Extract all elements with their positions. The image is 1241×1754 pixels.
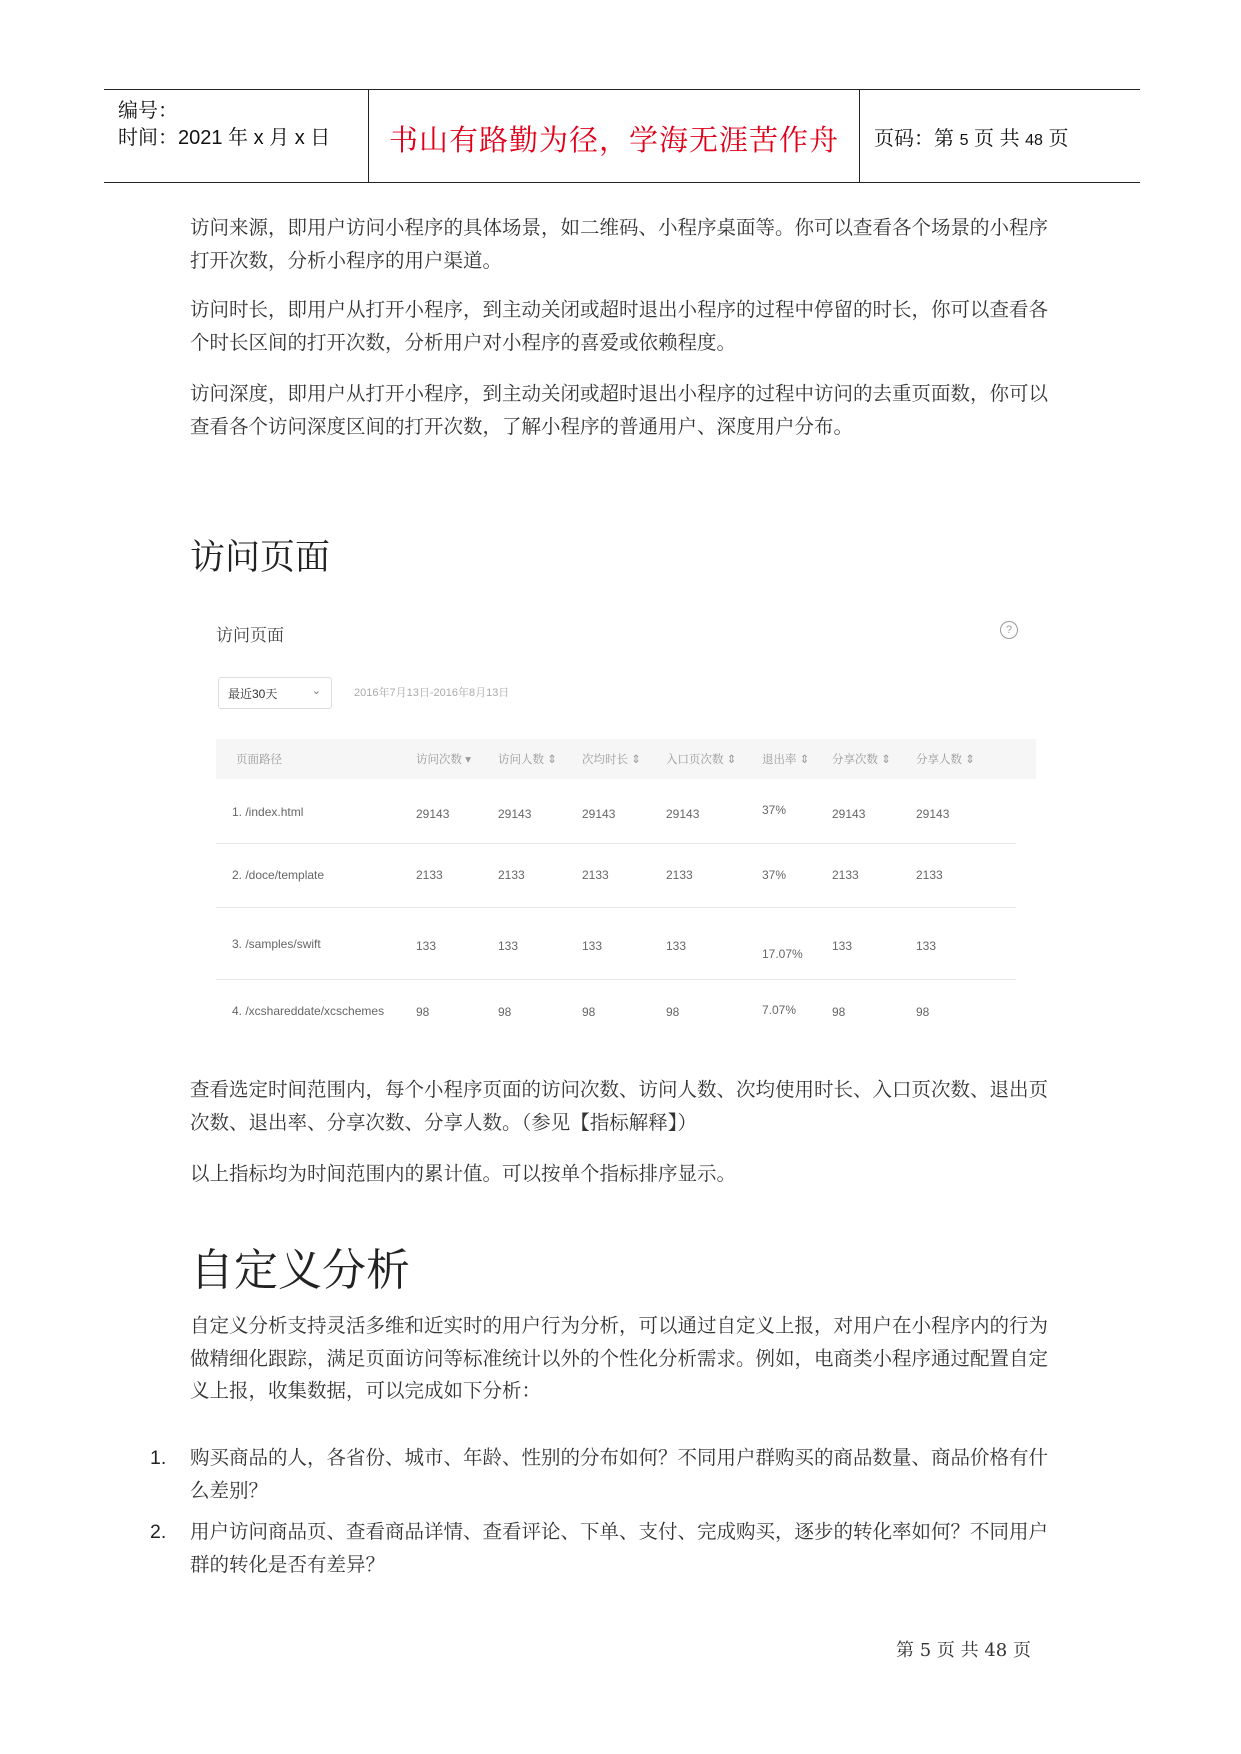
motto: 书山有路勤为径，学海无涯苦作舟 xyxy=(388,123,839,157)
cell: 7.07% xyxy=(762,1003,797,1017)
table-row xyxy=(216,779,1016,844)
table-row xyxy=(216,843,1016,908)
paragraph-cumulative: 以上指标均为时间范围内的累计值。可以按单个指标排序显示。 xyxy=(190,1162,737,1185)
cell: 133 xyxy=(416,939,437,953)
cell: 2133 xyxy=(498,868,525,882)
cell-path[interactable]: 3. /samples/swift xyxy=(232,937,321,951)
list-text: 购买商品的人，各省份、城市、年龄、性别的分布如何？不同用户群购买的商品数量、商品价格有什么差别？ xyxy=(190,1446,1049,1502)
cell: 98 xyxy=(666,1005,680,1019)
cell: 133 xyxy=(582,939,603,953)
paragraph-metrics: 查看选定时间范围内，每个小程序页面的访问次数、访问人数、次均使用时长、入口页次数、退出页次数、退出率、分享次数、分享人数。（参见【指标解释】） xyxy=(190,1078,1049,1134)
cell: 133 xyxy=(916,939,937,953)
serial-label: 编号： xyxy=(118,100,178,122)
cell: 29143 xyxy=(832,807,866,821)
cell: 29143 xyxy=(666,807,700,821)
cell: 2133 xyxy=(416,868,443,882)
cell: 37% xyxy=(762,803,787,817)
page-visits-panel xyxy=(198,607,1036,1049)
page-indicator: 页码：第 5 页 共 48 页 xyxy=(874,128,1069,150)
table-header xyxy=(216,739,1036,779)
panel-title: 访问页面 xyxy=(216,626,284,645)
header-meta-cell xyxy=(104,90,369,182)
cell: 133 xyxy=(498,939,519,953)
list-text: 用户访问商品页、查看商品详情、查看评论、下单、支付、完成购买，逐步的转化率如何？不同用户群的转化是否有差异？ xyxy=(190,1520,1049,1576)
section-heading-custom: 自定义分析 xyxy=(190,1245,410,1296)
cell: 29143 xyxy=(582,807,616,821)
col-visits[interactable]: 访问次数 ▾ xyxy=(416,754,471,766)
cell-path[interactable]: 2. /doce/template xyxy=(232,868,325,882)
cell: 133 xyxy=(666,939,687,953)
header-page-cell xyxy=(860,90,1140,182)
cell: 98 xyxy=(916,1005,930,1019)
col-sharers[interactable]: 分享人数 ⇕ xyxy=(916,754,975,766)
paragraph-duration: 访问时长，即用户从打开小程序，到主动关闭或超时退出小程序的过程中停留的时长，你可以查看各个时长区间的打开次数，分析用户对小程序的喜爱或依赖程度。 xyxy=(190,298,1049,354)
date-range-value: 最近30天 xyxy=(228,687,278,701)
cell: 98 xyxy=(832,1005,846,1019)
table-row xyxy=(216,909,1016,980)
cell: 2133 xyxy=(666,868,693,882)
cell: 98 xyxy=(498,1005,512,1019)
cell: 2133 xyxy=(582,868,609,882)
section-heading-pages: 访问页面 xyxy=(190,538,331,578)
cell-path[interactable]: 4. /xcshareddate/xcschemes xyxy=(232,1004,385,1018)
cell: 2133 xyxy=(832,868,859,882)
cell: 17.07% xyxy=(762,947,803,961)
list-item xyxy=(150,1516,1060,1590)
cell-path[interactable]: 1. /index.html xyxy=(232,805,304,819)
cell: 2133 xyxy=(916,868,943,882)
cell: 29143 xyxy=(916,807,950,821)
help-icon[interactable]: ? xyxy=(1000,621,1018,639)
col-avg-duration[interactable]: 次均时长 ⇕ xyxy=(582,754,641,766)
cell: 98 xyxy=(582,1005,596,1019)
col-path: 页面路径 xyxy=(236,754,282,766)
col-visitors[interactable]: 访问人数 ⇕ xyxy=(498,754,557,766)
page-footer: 第 5 页 共 48 页 xyxy=(896,1640,1031,1661)
cell: 37% xyxy=(762,868,787,882)
header-motto-cell xyxy=(369,90,860,182)
time-label: 时间：2021 年 x 月 x 日 xyxy=(118,127,331,149)
list-item xyxy=(150,1442,1060,1516)
cell: 133 xyxy=(832,939,853,953)
page-header xyxy=(104,89,1140,183)
paragraph-source: 访问来源，即用户访问小程序的具体场景，如二维码、小程序桌面等。你可以查看各个场景的小程序打开次数，分析小程序的用户渠道。 xyxy=(190,216,1049,272)
paragraph-depth: 访问深度，即用户从打开小程序，到主动关闭或超时退出小程序的过程中访问的去重页面数，你可以查看各个访问深度区间的打开次数，了解小程序的普通用户、深度用户分布。 xyxy=(190,382,1049,438)
date-range-text: 2016年7月13日-2016年8月13日 xyxy=(354,687,510,699)
cell: 98 xyxy=(416,1005,430,1019)
col-shares[interactable]: 分享次数 ⇕ xyxy=(832,754,891,766)
date-range-select[interactable] xyxy=(218,677,332,709)
list-number: 1. xyxy=(150,1447,167,1469)
cell: 29143 xyxy=(416,807,450,821)
paragraph-custom: 自定义分析支持灵活多维和近实时的用户行为分析，可以通过自定义上报，对用户在小程序内的行为做精细化跟踪，满足页面访问等标准统计以外的个性化分析需求。例如，电商类小程序通过配置自定义上报，收集数据，可以完成如下分析： xyxy=(190,1314,1049,1402)
col-entry[interactable]: 入口页次数 ⇕ xyxy=(666,754,737,766)
list-number: 2. xyxy=(150,1521,167,1543)
table-row xyxy=(216,980,1016,1044)
chevron-down-icon: ⌄ xyxy=(311,685,321,697)
col-exit-rate[interactable]: 退出率 ⇕ xyxy=(762,754,810,766)
cell: 29143 xyxy=(498,807,532,821)
